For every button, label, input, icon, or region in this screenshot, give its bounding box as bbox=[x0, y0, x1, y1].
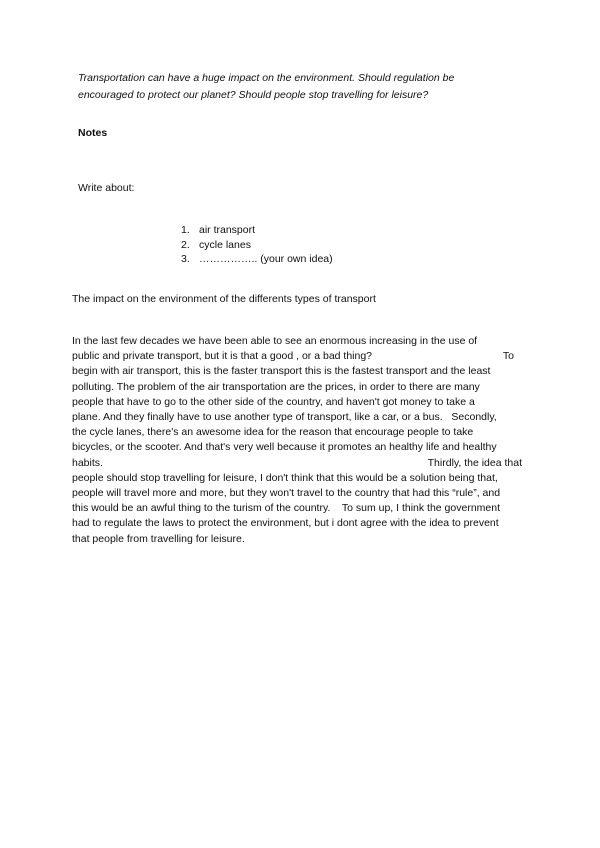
list-item-number: 3. bbox=[181, 253, 190, 265]
list-item bbox=[181, 223, 333, 238]
list-item-text: air transport bbox=[199, 224, 256, 236]
list-item bbox=[181, 252, 333, 267]
essay-line: had to regulate the laws to protect the environment, but i dont agree with the idea to prevent bbox=[72, 517, 499, 530]
essay-line: the cycle lanes, there's an awesome idea for the reason that encourage people to take bbox=[72, 426, 474, 439]
list-item-text: …………….. (your own idea) bbox=[199, 253, 333, 265]
essay-body bbox=[72, 334, 522, 547]
essay-line bbox=[72, 456, 522, 471]
essay-line: bicycles, or the scooter. And that's very well because it promotes an healthy life and healthy bbox=[72, 441, 497, 454]
essay-line bbox=[72, 349, 522, 364]
essay-line: plane. And they finally have to use another type of transport, like a car, or a bus. Secondly, bbox=[72, 411, 497, 424]
list-item-number: 1. bbox=[181, 224, 190, 236]
essay-line: In the last few decades we have been able to see an enormous increasing in the use of bbox=[72, 335, 478, 347]
prompt-line-1: Transportation can have a huge impact on the environment. Should regulation be bbox=[78, 72, 455, 84]
essay-line: people that have to go to the other side of the country, and haven't got money to take a bbox=[72, 395, 475, 408]
essay-line-part: Thirdly, the idea that bbox=[427, 456, 522, 469]
essay-line: people will travel more and more, but they won't travel to the country that had this “rule”, and bbox=[72, 487, 501, 500]
essay-prompt bbox=[78, 70, 518, 104]
topics-list bbox=[181, 223, 333, 267]
essay-line: this would be an awful thing to the turism of the country. To sum up, I think the government bbox=[72, 502, 501, 515]
list-item bbox=[181, 238, 333, 253]
list-item-text: cycle lanes bbox=[199, 238, 251, 251]
prompt-line-2: encouraged to protect our planet? Should people stop travelling for leisure? bbox=[78, 89, 429, 101]
notes-heading: Notes bbox=[78, 127, 108, 139]
list-item-number: 2. bbox=[181, 238, 190, 251]
essay-line: begin with air transport, this is the faster transport this is the fastest transport and the least bbox=[72, 365, 491, 378]
essay-line-part: To bbox=[502, 350, 514, 363]
essay-title: The impact on the environment of the differents types of transport bbox=[72, 293, 376, 305]
write-about-label: Write about: bbox=[78, 182, 135, 194]
essay-line-part: habits. bbox=[72, 456, 103, 469]
essay-line: people should stop travelling for leisure, I don't think that this would be a solution being that, bbox=[72, 471, 498, 484]
essay-line-part: public and private transport, but it is that a good , or a bad thing? bbox=[72, 350, 373, 363]
essay-line: polluting. The problem of the air transportation are the prices, in order to there are many bbox=[72, 380, 480, 393]
essay-line: that people from travelling for leisure. bbox=[72, 532, 245, 545]
